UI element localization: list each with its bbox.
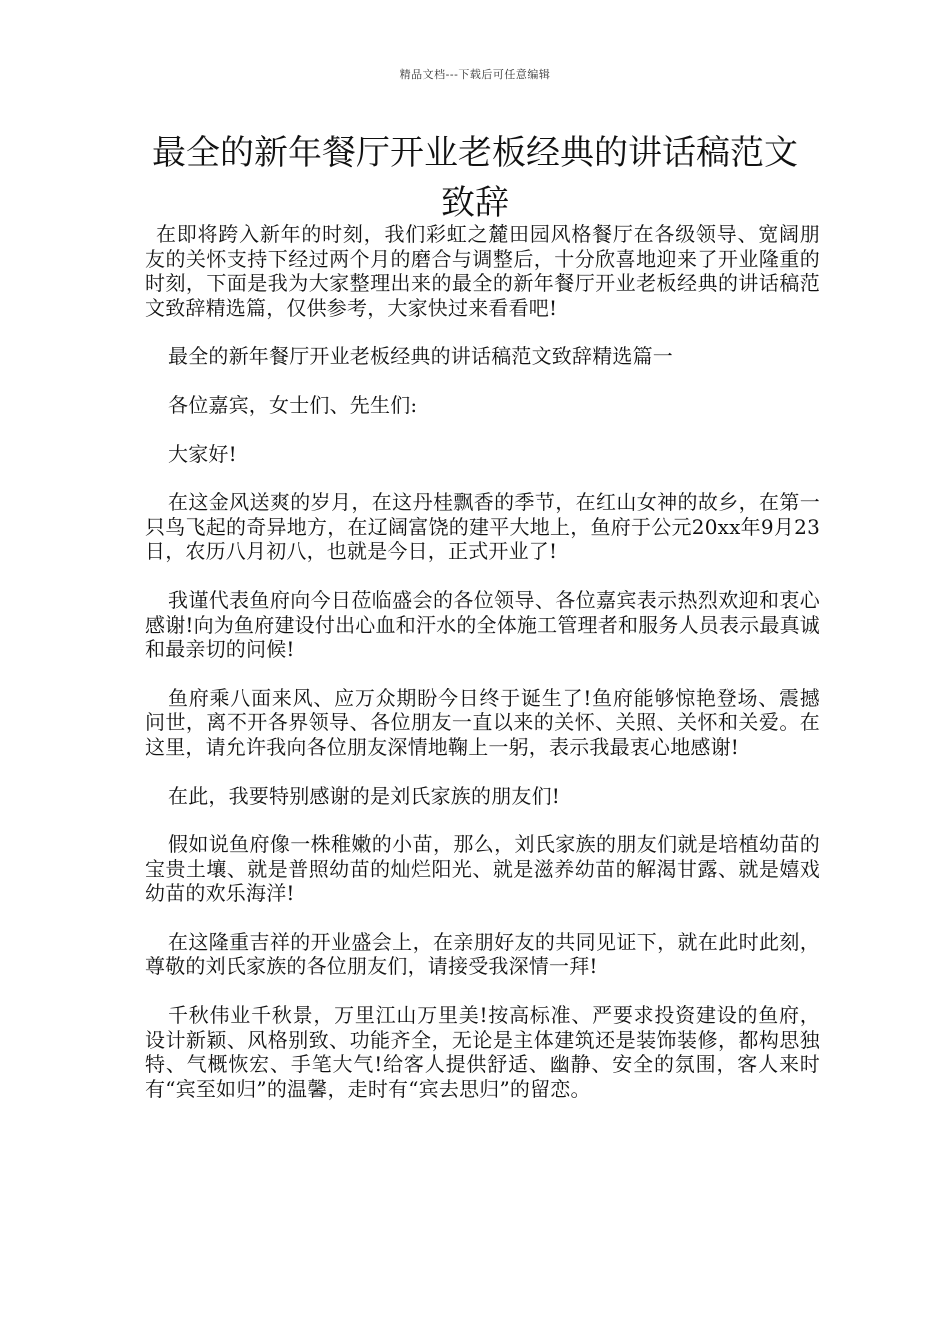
intro-paragraph: 在即将跨入新年的时刻，我们彩虹之麓田园风格餐厅在各级领导、宽阔朋友的关怀支持下经过两个月的磨合与调整后，十分欣喜地迎来了开业隆重的时刻，下面是我为大家整理出来的最全的新年餐厅开业老板经典的讲话稿范文致辞精选篇，仅供参考，大家快过来看看吧! (145, 222, 820, 320)
salutation-paragraph: 各位嘉宾，女士们、先生们: (168, 392, 418, 417)
body-paragraph: 在这隆重吉祥的开业盛会上，在亲朋好友的共同见证下，就在此时此刻，尊敬的刘氏家族的各位朋友们，请接受我深情一拜! (145, 929, 820, 979)
header-note: 精品文档---下载后可任意编辑 (399, 68, 551, 81)
body-paragraph: 假如说鱼府像一株稚嫩的小苗，那么，刘氏家族的朋友们就是培植幼苗的宝贵土壤、就是普照幼苗的灿烂阳光、就是滋养幼苗的解渴甘露、就是嬉戏幼苗的欢乐海洋! (145, 832, 820, 906)
document-title: 最全的新年餐厅开业老板经典的讲话稿范文致辞 (152, 133, 798, 223)
body-paragraph: 千秋伟业千秋景，万里江山万里美!按高标准、严要求投资建设的鱼府，设计新颖、风格别致、功能齐全，无论是主体建筑还是装饰装修，都构思独特、气概恢宏、手笔大气!给客人提供舒适、幽静、安全的氛围，客人来时有“宾至如归”的温馨，走时有“宾去思归”的留恋。 (145, 1003, 820, 1101)
greeting-paragraph: 大家好! (168, 441, 237, 466)
body-paragraph: 在这金风送爽的岁月，在这丹桂飘香的季节，在红山女神的故乡，在第一只鸟飞起的奇异地方，在辽阔富饶的建平大地上，鱼府于公元20xx年9月23日，农历八月初八，也就是今日，正式开业了! (145, 490, 820, 564)
body-paragraph: 我谨代表鱼府向今日莅临盛会的各位领导、各位嘉宾表示热烈欢迎和衷心感谢!向为鱼府建设付出心血和汗水的全体施工管理者和服务人员表示最真诚和最亲切的问候! (145, 587, 820, 662)
document-body (145, 222, 820, 1125)
body-paragraph: 在此，我要特别感谢的是刘氏家族的朋友们! (168, 783, 561, 808)
section-heading: 最全的新年餐厅开业老板经典的讲话稿范文致辞精选篇一 (168, 344, 673, 369)
body-paragraph: 鱼府乘八面来风、应万众期盼今日终于诞生了!鱼府能够惊艳登场、震撼问世，离不开各界领导、各位朋友一直以来的关怀、关照、关怀和关爱。在这里，请允许我向各位朋友深情地鞠上一躬，表示我最衷心地感谢! (145, 685, 820, 759)
